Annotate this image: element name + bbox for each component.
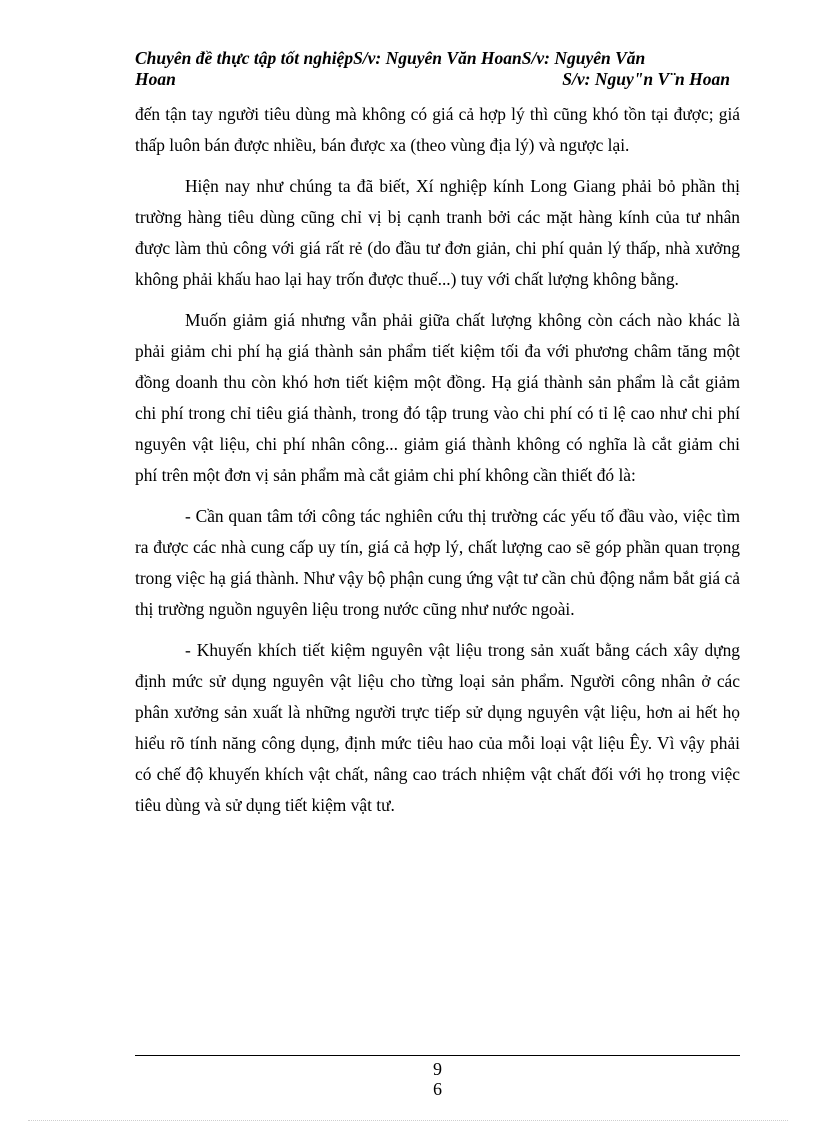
paragraph-continuation: đến tận tay người tiêu dùng mà không có giá cả hợp lý thì cũng khó tồn tại được; giá thấp luôn bán được nhiều, bán được xa (theo vùng địa lý) và ngược lại. [135, 104, 740, 155]
page-number-line-1: 9 [433, 1059, 442, 1079]
paragraph-cost-reduction: Muốn giảm giá nhưng vẫn phải giữa chất lượng không còn cách nào khác là phải giảm chi phí hạ giá thành sản phẩm tiết kiệm tối đa với phương châm tăng một đồng doanh thu còn khó hơn tiết kiệm một đồng. Hạ giá thành sản phẩm là cắt giảm chi phí trong chỉ tiêu giá thành, trong đó tập trung vào chi phí có tỉ lệ cao như chi phí nguyên vật liệu, chi phí nhân công... giảm giá thành không có nghĩa là cắt giảm chi phí trên một đơn vị sản phẩm mà cắt giảm chi phí không cần thiết đó là: [135, 310, 740, 485]
header-line-2 [135, 69, 730, 90]
footer-divider [135, 1055, 740, 1056]
running-header [135, 48, 730, 90]
list-item-market-research: - Cần quan tâm tới công tác nghiên cứu thị trường các yếu tố đầu vào, việc tìm ra được các nhà cung cấp uy tín, giá cả hợp lý, chất lượng cao sẽ góp phần quan trọng trong việc hạ giá thành. Như vậy bộ phận cung ứng vật tư cần chủ động nắm bắt giá cả thị trường nguồn nguyên liệu trong nước cũng như nước ngoài. [135, 506, 740, 619]
paragraph-market-context: Hiện nay như chúng ta đã biết, Xí nghiệp kính Long Giang phải bỏ phần thị trường hàng tiêu dùng cũng chỉ vị bị cạnh tranh bởi các mặt hàng kính của tư nhân được làm thủ công với giá rất rẻ (do đầu tư đơn giản, chi phí quản lý thấp, nhà xưởng không phải khấu hao lại hay trốn được thuế...) tuy với chất lượng không bằng. [135, 176, 740, 289]
page-number-line-2: 6 [433, 1079, 442, 1099]
header-author-right: S/v: Nguy"n V¨n Hoan [562, 69, 730, 89]
header-line-1 [135, 48, 730, 69]
header-title: Chuyên đề thực tập tốt nghiệpS/v: Nguyên Văn HoanS/v: Nguyên Văn [135, 48, 646, 68]
document-body [135, 99, 740, 821]
list-item-material-saving: - Khuyến khích tiết kiệm nguyên vật liệu trong sản xuất bằng cách xây dựng định mức sử dụng nguyên vật liệu cho từng loại sản phẩm. Người công nhân ở các phân xưởng sản xuất là những người trực tiếp sử dụng nguyên vật liệu, hơn ai hết họ hiểu rõ tính năng công dụng, định mức tiêu hao của mỗi loại vật liệu Êy. Vì vậy phải có chế độ khuyến khích vật chất, nâng cao trách nhiệm vật chất đối với họ trong việc tiêu dùng và sử dụng tiết kiệm vật tư. [135, 640, 740, 815]
page-number [135, 1059, 740, 1099]
header-author-left: Hoan [135, 69, 176, 89]
page-edge-dotted-line [28, 1120, 788, 1121]
